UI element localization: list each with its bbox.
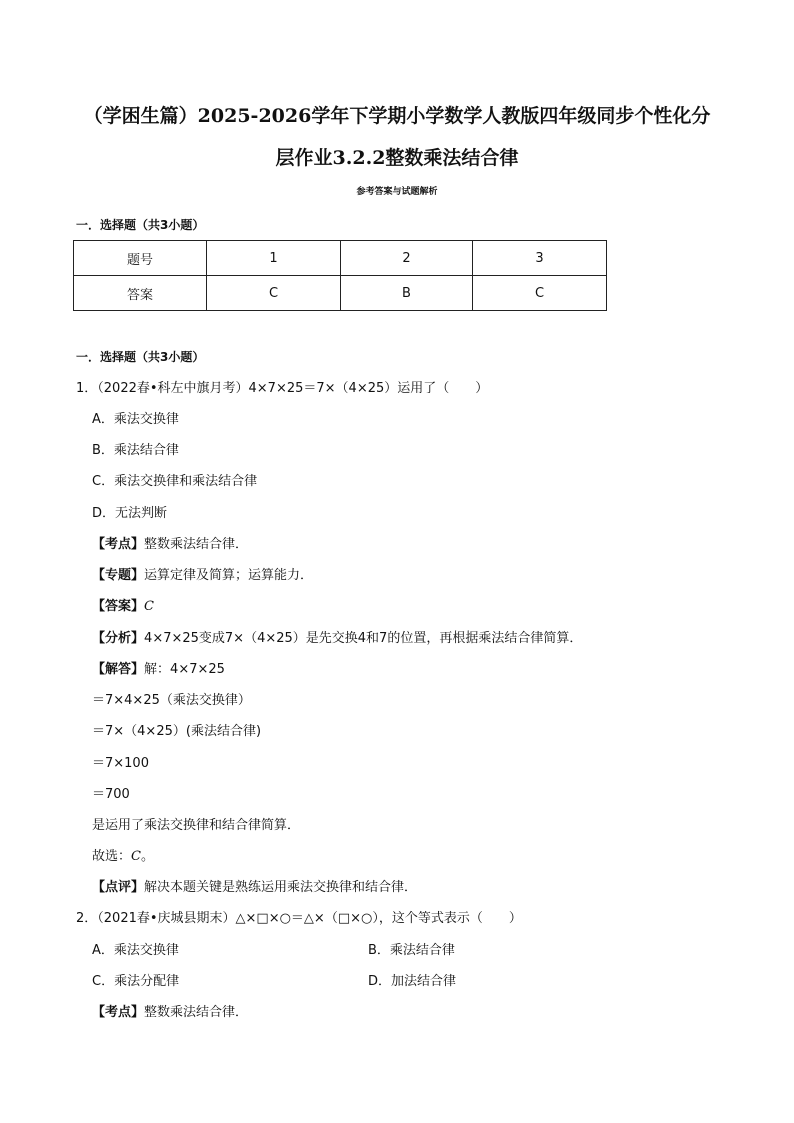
solution-tag: 【 解答 】 (92, 662, 144, 677)
zhuanti-tag: 【 专题 】 (92, 568, 144, 583)
question-2-kaodian (92, 1004, 248, 1022)
question-1-option-b: B．乘法结合律 (92, 443, 179, 458)
question-2-stem: 2．（2021春•庆城县期末）△×□×○＝△×（□×○），这个等式表示（ ） (76, 911, 522, 926)
table-cell-answer: C (472, 276, 606, 311)
document-title-line-1: （学困生篇）2025-2026学年下学期小学数学人教版四年级同步个性化分 (83, 105, 711, 127)
comment-text: 解决本题关键是熟练运用乘法交换律和结合律． (144, 880, 418, 895)
section-heading-answer-table: 一．选择题（共3小题） (76, 218, 205, 232)
answer-value: C (144, 599, 154, 614)
solution-choice (92, 848, 154, 866)
table-cell-answer: C (207, 276, 341, 311)
table-header-cell: 答案 (74, 276, 207, 311)
choice-suffix: 。 (140, 849, 154, 864)
question-1-answer (92, 598, 154, 616)
choice-prefix: 故选： (92, 849, 132, 864)
solution-text: 解：4×7×25 (144, 662, 225, 677)
question-1-analysis (92, 630, 582, 648)
analysis-text: 4×7×25变成7×（4×25）是先交换4和7的位置，再根据乘法结合律简算． (144, 631, 583, 646)
kaodian-text: 整数乘法结合律． (144, 1005, 249, 1020)
analysis-tag: 【 分析 】 (92, 631, 144, 646)
question-1-stem: 1．（2022春•科左中旗月考）4×7×25＝7×（4×25）运用了（ ） (76, 381, 489, 396)
table-cell-number: 3 (472, 241, 606, 276)
solution-step: ＝7×4×25（乘法交换律） (92, 693, 251, 708)
kaodian-tag: 【 考点 】 (92, 537, 144, 552)
solution-step: ＝7×（4×25）(乘法结合律) (92, 724, 262, 739)
table-cell-number: 1 (207, 241, 341, 276)
question-1-kaodian (92, 536, 248, 554)
document-subtitle: 参考答案与试题解析 (356, 187, 438, 197)
question-2-option-d: D．加法结合律 (368, 974, 457, 989)
zhuanti-text: 运算定律及简算；运算能力． (144, 568, 314, 583)
question-2-option-c: C．乘法分配律 (92, 974, 180, 989)
table-cell-number: 2 (341, 241, 473, 276)
solution-conclusion: 是运用了乘法交换律和结合律简算． (92, 818, 301, 833)
question-1-option-d: D．无法判断 (92, 506, 168, 521)
question-2-option-b: B．乘法结合律 (368, 943, 455, 958)
table-header-cell: 题号 (74, 241, 207, 276)
kaodian-text: 整数乘法结合律． (144, 537, 249, 552)
question-1-solution (92, 661, 225, 679)
kaodian-tag: 【 考点 】 (92, 1005, 144, 1020)
document-title-line-2: 层作业3.2.2整数乘法结合律 (275, 147, 519, 169)
table-row-numbers (74, 241, 607, 276)
answer-table (73, 240, 607, 311)
question-2-option-a: A．乘法交换律 (92, 943, 179, 958)
question-1-option-a: A．乘法交换律 (92, 412, 179, 427)
answer-tag: 【 答案 】 (92, 599, 144, 614)
solution-step: ＝700 (92, 787, 130, 802)
question-1-comment (92, 879, 417, 897)
question-1-option-c: C．乘法交换律和乘法结合律 (92, 474, 258, 489)
section-heading-questions: 一．选择题（共3小题） (76, 350, 205, 364)
table-cell-answer: B (341, 276, 473, 311)
comment-tag: 【 点评 】 (92, 880, 144, 895)
table-row-answers (74, 276, 607, 311)
choice-value: C (131, 849, 141, 864)
question-1-zhuanti (92, 567, 313, 585)
solution-step: ＝7×100 (92, 756, 149, 771)
